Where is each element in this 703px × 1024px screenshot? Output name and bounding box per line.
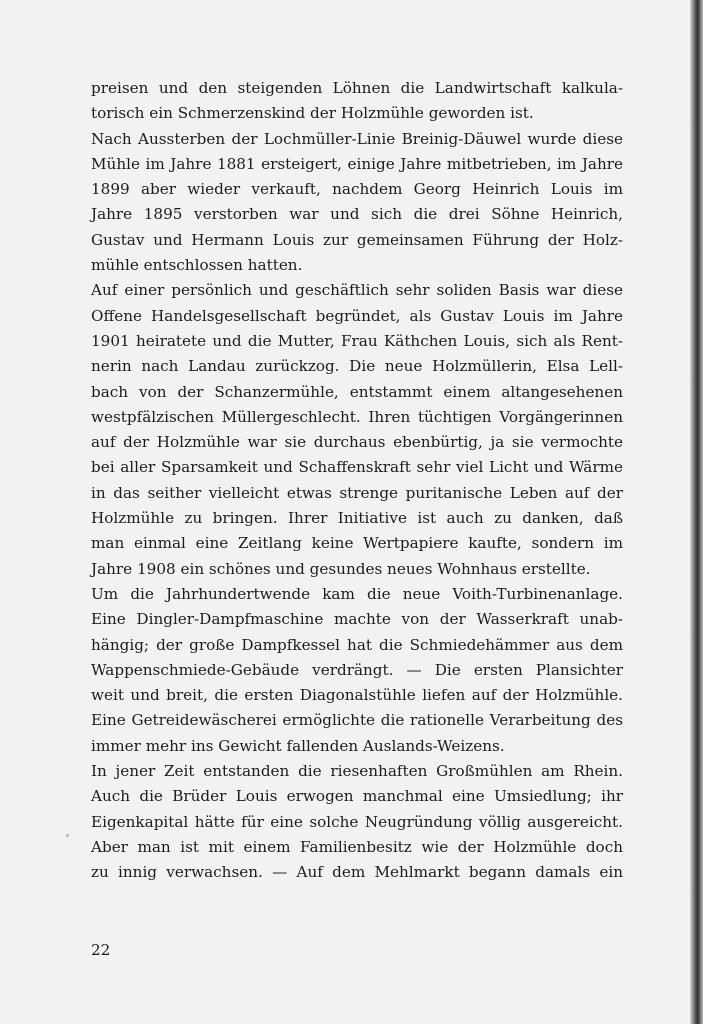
text-line: 1901 heiratete und die Mutter, Frau Käthchen Louis, sich als Rent- <box>91 331 623 350</box>
paragraph <box>91 582 623 759</box>
paragraph <box>91 759 623 885</box>
text-line: preisen und den steigenden Löhnen die Landwirtschaft kalkula- <box>91 79 623 97</box>
text-line: westpfälzischen Müllergeschlecht. Ihren tüchtigen Vorgängerinnen <box>91 407 623 426</box>
text-line: Offene Handelsgesellschaft begründet, als Gustav Louis im Jahre <box>91 306 623 325</box>
text-line: bei aller Sparsamkeit und Schaffenskraft sehr viel Licht und Wärme <box>91 458 623 477</box>
text-line: weit und breit, die ersten Diagonalstühle liefen auf der Holzmühle. <box>91 686 623 705</box>
text-line: 1899 aber wieder verkauft, nachdem Georg Heinrich Louis im <box>91 180 623 199</box>
text-line: Eigenkapital hätte für eine solche Neugründung völlig ausgereicht. <box>91 812 623 831</box>
text-line: Aber man ist mit einem Familienbesitz wie der Holzmühle doch <box>91 837 623 856</box>
text-line: torisch ein Schmerzenskind der Holzmühle geworden ist. <box>91 104 534 123</box>
text-line: immer mehr ins Gewicht fallenden Auslands-Weizens. <box>91 736 505 755</box>
text-line: zu innig verwachsen. — Auf dem Mehlmarkt begann damals ein <box>91 863 623 882</box>
text-line: auf der Holzmühle war sie durchaus ebenbürtig, ja sie vermochte <box>91 433 623 452</box>
text-line: Eine Dingler-Dampfmaschine machte von der Wasserkraft unab- <box>91 610 623 629</box>
text-line: in das seither vielleicht etwas strenge puritanische Leben auf der <box>91 483 623 502</box>
text-line: bach von der Schanzermühle, entstammt einem altangesehenen <box>91 382 623 401</box>
text-line: Wappenschmiede-Gebäude verdrängt. — Die ersten Plansichter <box>91 660 623 679</box>
text-line: Jahre 1908 ein schönes und gesundes neues Wohnhaus erstellte. <box>91 559 591 578</box>
book-gutter <box>690 0 703 1024</box>
text-line: mühle entschlossen hatten. <box>91 256 303 275</box>
paragraph <box>91 76 623 127</box>
text-line: Mühle im Jahre 1881 ersteigert, einige Jahre mitbetrieben, im Jahre <box>91 154 623 173</box>
text-line: Auch die Brüder Louis erwogen manchmal eine Umsiedlung; ihr <box>91 787 623 806</box>
paragraph <box>91 127 623 279</box>
text-line: nerin nach Landau zurückzog. Die neue Holzmüllerin, Elsa Lell- <box>91 357 623 376</box>
text-line: Auf einer persönlich und geschäftlich sehr soliden Basis war diese <box>91 281 623 300</box>
text-line: hängig; der große Dampfkessel hat die Schmiedehämmer aus dem <box>91 635 623 654</box>
page-number: 22 <box>91 941 111 959</box>
paper-speck <box>66 834 69 837</box>
text-line: Gustav und Hermann Louis zur gemeinsamen Führung der Holz- <box>91 230 623 249</box>
text-line: Um die Jahrhundertwende kam die neue Voith-Turbinenanlage. <box>91 584 623 603</box>
text-line: man einmal eine Zeitlang keine Wertpapiere kaufte, sondern im <box>91 534 623 553</box>
text-line: Jahre 1895 verstorben war und sich die drei Söhne Heinrich, <box>91 205 623 224</box>
text-line: Holzmühle zu bringen. Ihrer Initiative ist auch zu danken, daß <box>91 509 623 528</box>
body-text <box>91 76 623 886</box>
text-line: Nach Aussterben der Lochmüller-Linie Breinig-Däuwel wurde diese <box>91 129 623 148</box>
text-line: Eine Getreidewäscherei ermöglichte die rationelle Verarbeitung des <box>91 711 623 730</box>
paragraph <box>91 278 623 582</box>
text-line: In jener Zeit entstanden die riesenhaften Großmühlen am Rhein. <box>91 762 623 781</box>
